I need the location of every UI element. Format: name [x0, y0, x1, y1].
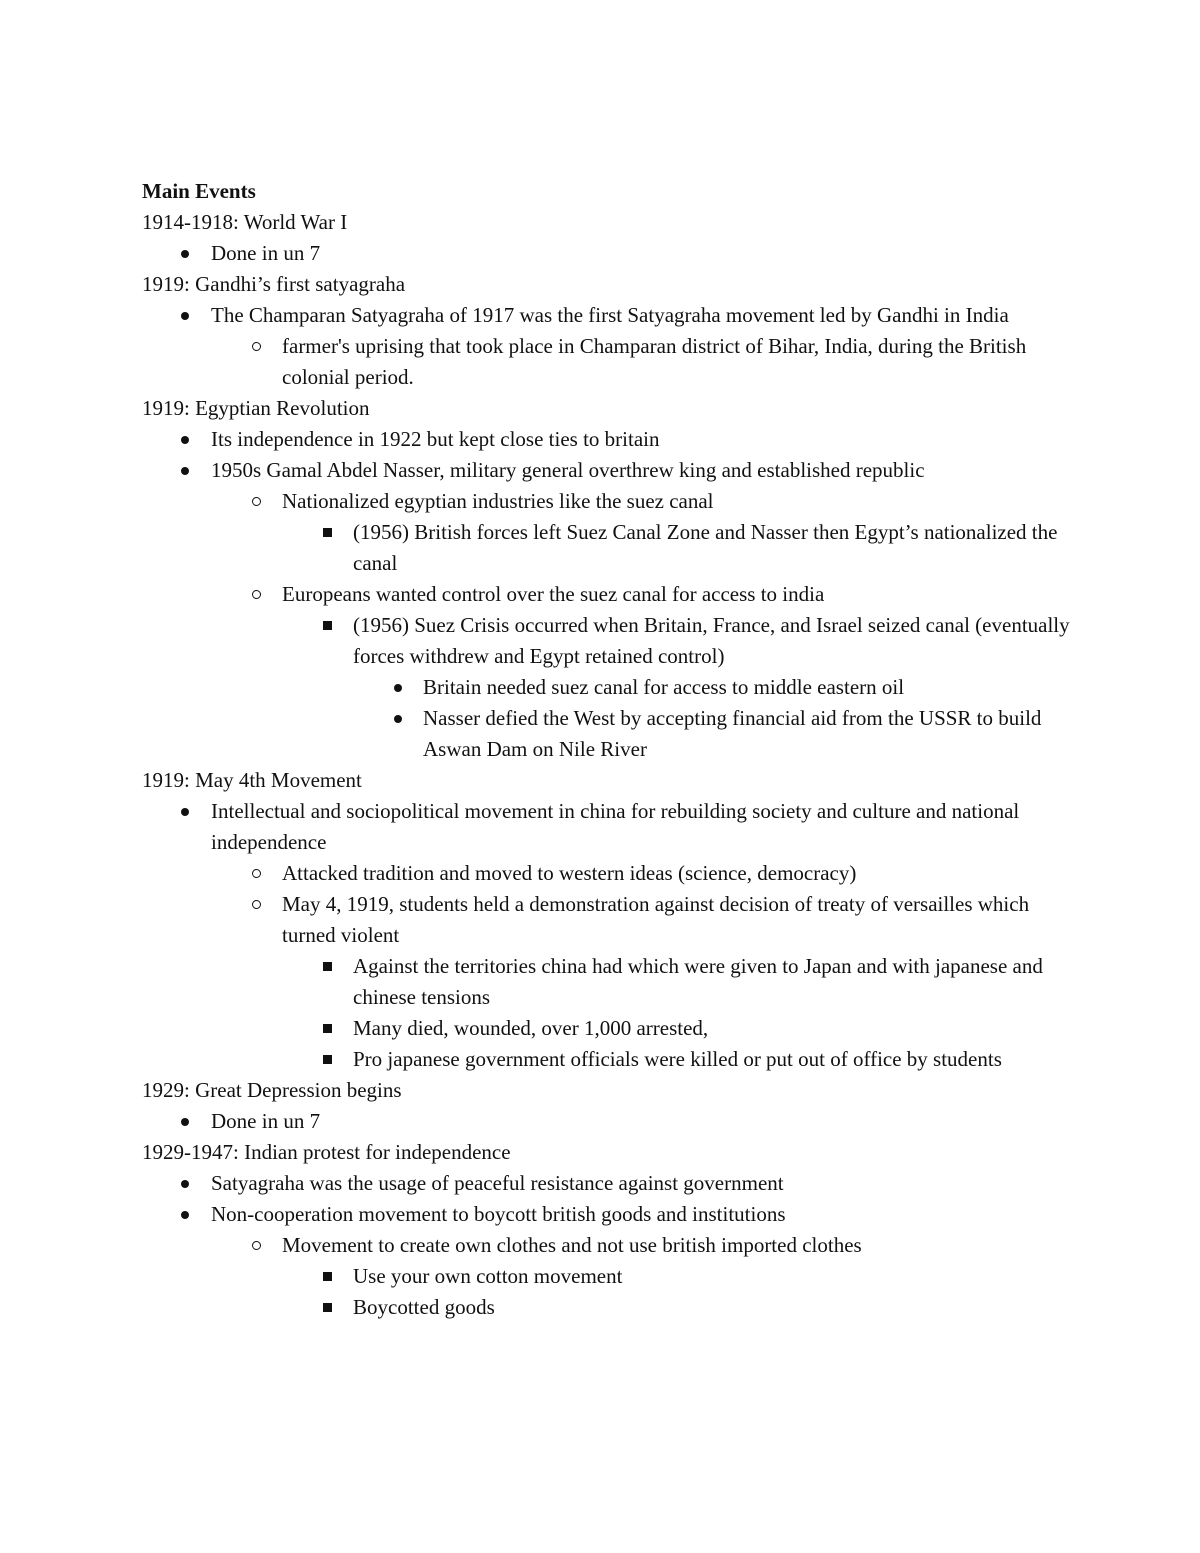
bullet-dot-icon — [175, 424, 195, 455]
list-item — [142, 455, 1072, 486]
bullet-dot-icon — [175, 796, 195, 827]
bullet-square-icon — [317, 517, 337, 548]
list-item-text: Pro japanese government officials were killed or put out of office by students — [353, 1047, 1002, 1071]
section — [142, 765, 1072, 1075]
list-item-text: Intellectual and sociopolitical movement in china for rebuilding society and culture and national independence — [211, 799, 1020, 854]
list-item-text: Nasser defied the West by accepting financial aid from the USSR to build Aswan Dam on Nile River — [423, 706, 1042, 761]
bullet-dot-icon — [175, 300, 195, 331]
list-item-text: Attacked tradition and moved to western ideas (science, democracy) — [282, 861, 857, 885]
bullet-square-icon — [317, 951, 337, 982]
bullet-square-icon — [317, 1013, 337, 1044]
bullet-square-icon — [317, 1292, 337, 1323]
list-item-text: Satyagraha was the usage of peaceful resistance against government — [211, 1171, 784, 1195]
bullet-circle-icon — [246, 889, 266, 920]
list-item — [142, 1013, 1072, 1044]
list-item-text: farmer's uprising that took place in Champaran district of Bihar, India, during the British colonial period. — [282, 334, 1027, 389]
list-item — [142, 331, 1072, 393]
list-item-text: Many died, wounded, over 1,000 arrested, — [353, 1016, 709, 1040]
section — [142, 1137, 1072, 1323]
bullet-circle-icon — [246, 579, 266, 610]
list-item — [142, 1199, 1072, 1230]
section-heading: 1929-1947: Indian protest for independence — [142, 1140, 511, 1164]
bullet-dot-icon — [175, 1106, 195, 1137]
section — [142, 269, 1072, 393]
list-item-text: Movement to create own clothes and not use british imported clothes — [282, 1233, 862, 1257]
list-item — [142, 300, 1072, 331]
section-heading: 1929: Great Depression begins — [142, 1078, 402, 1102]
list-item-text: Done in un 7 — [211, 241, 321, 265]
bullet-dot-icon — [175, 238, 195, 269]
list-item-text: The Champaran Satyagraha of 1917 was the first Satyagraha movement led by Gandhi in India — [211, 303, 1009, 327]
list-item — [142, 1230, 1072, 1261]
list-item — [142, 517, 1072, 579]
bullet-circle-icon — [246, 486, 266, 517]
list-item — [142, 1044, 1072, 1075]
bullet-square-icon — [317, 1261, 337, 1292]
list-item-text: Boycotted goods — [353, 1295, 495, 1319]
section — [142, 393, 1072, 765]
list-item — [142, 703, 1072, 765]
list-item — [142, 238, 1072, 269]
list-item — [142, 672, 1072, 703]
list-item-text: (1956) British forces left Suez Canal Zone and Nasser then Egypt’s nationalized the canal — [353, 520, 1058, 575]
bullet-circle-icon — [246, 331, 266, 362]
list-item-text: (1956) Suez Crisis occurred when Britain, France, and Israel seized canal (eventually forces withdrew and Egypt retained control) — [353, 613, 1070, 668]
section-heading: 1919: Gandhi’s first satyagraha — [142, 272, 406, 296]
list-item — [142, 951, 1072, 1013]
section-heading: 1919: Egyptian Revolution — [142, 396, 370, 420]
list-item-text: Its independence in 1922 but kept close ties to britain — [211, 427, 660, 451]
bullet-circle-icon — [246, 1230, 266, 1261]
list-item — [142, 486, 1072, 517]
list-item — [142, 796, 1072, 858]
list-item — [142, 1168, 1072, 1199]
list-item — [142, 579, 1072, 610]
list-item-text: Europeans wanted control over the suez canal for access to india — [282, 582, 825, 606]
list-item — [142, 1261, 1072, 1292]
section — [142, 1075, 1072, 1137]
bullet-circle-icon — [246, 858, 266, 889]
bullet-dot-icon — [175, 1199, 195, 1230]
list-item — [142, 889, 1072, 951]
list-item — [142, 1106, 1072, 1137]
section — [142, 207, 1072, 269]
bullet-dot-icon — [388, 672, 408, 703]
sections-container — [142, 207, 1072, 1323]
list-item — [142, 424, 1072, 455]
document-title: Main Events — [142, 179, 256, 203]
document-body — [142, 176, 1072, 1323]
bullet-square-icon — [317, 610, 337, 641]
list-item — [142, 1292, 1072, 1323]
bullet-dot-icon — [175, 455, 195, 486]
list-item-text: 1950s Gamal Abdel Nasser, military general overthrew king and established republic — [211, 458, 925, 482]
bullet-dot-icon — [175, 1168, 195, 1199]
list-item-text: May 4, 1919, students held a demonstration against decision of treaty of versailles which turned violent — [282, 892, 1030, 947]
section-heading: 1919: May 4th Movement — [142, 768, 362, 792]
list-item-text: Non-cooperation movement to boycott british goods and institutions — [211, 1202, 786, 1226]
list-item-text: Nationalized egyptian industries like the suez canal — [282, 489, 714, 513]
list-item-text: Done in un 7 — [211, 1109, 321, 1133]
list-item-text: Use your own cotton movement — [353, 1264, 623, 1288]
list-item-text: Against the territories china had which were given to Japan and with japanese and chinese tensions — [353, 954, 1043, 1009]
bullet-square-icon — [317, 1044, 337, 1075]
list-item — [142, 610, 1072, 672]
list-item — [142, 858, 1072, 889]
bullet-dot-icon — [388, 703, 408, 734]
section-heading: 1914-1918: World War I — [142, 210, 348, 234]
list-item-text: Britain needed suez canal for access to middle eastern oil — [423, 675, 905, 699]
